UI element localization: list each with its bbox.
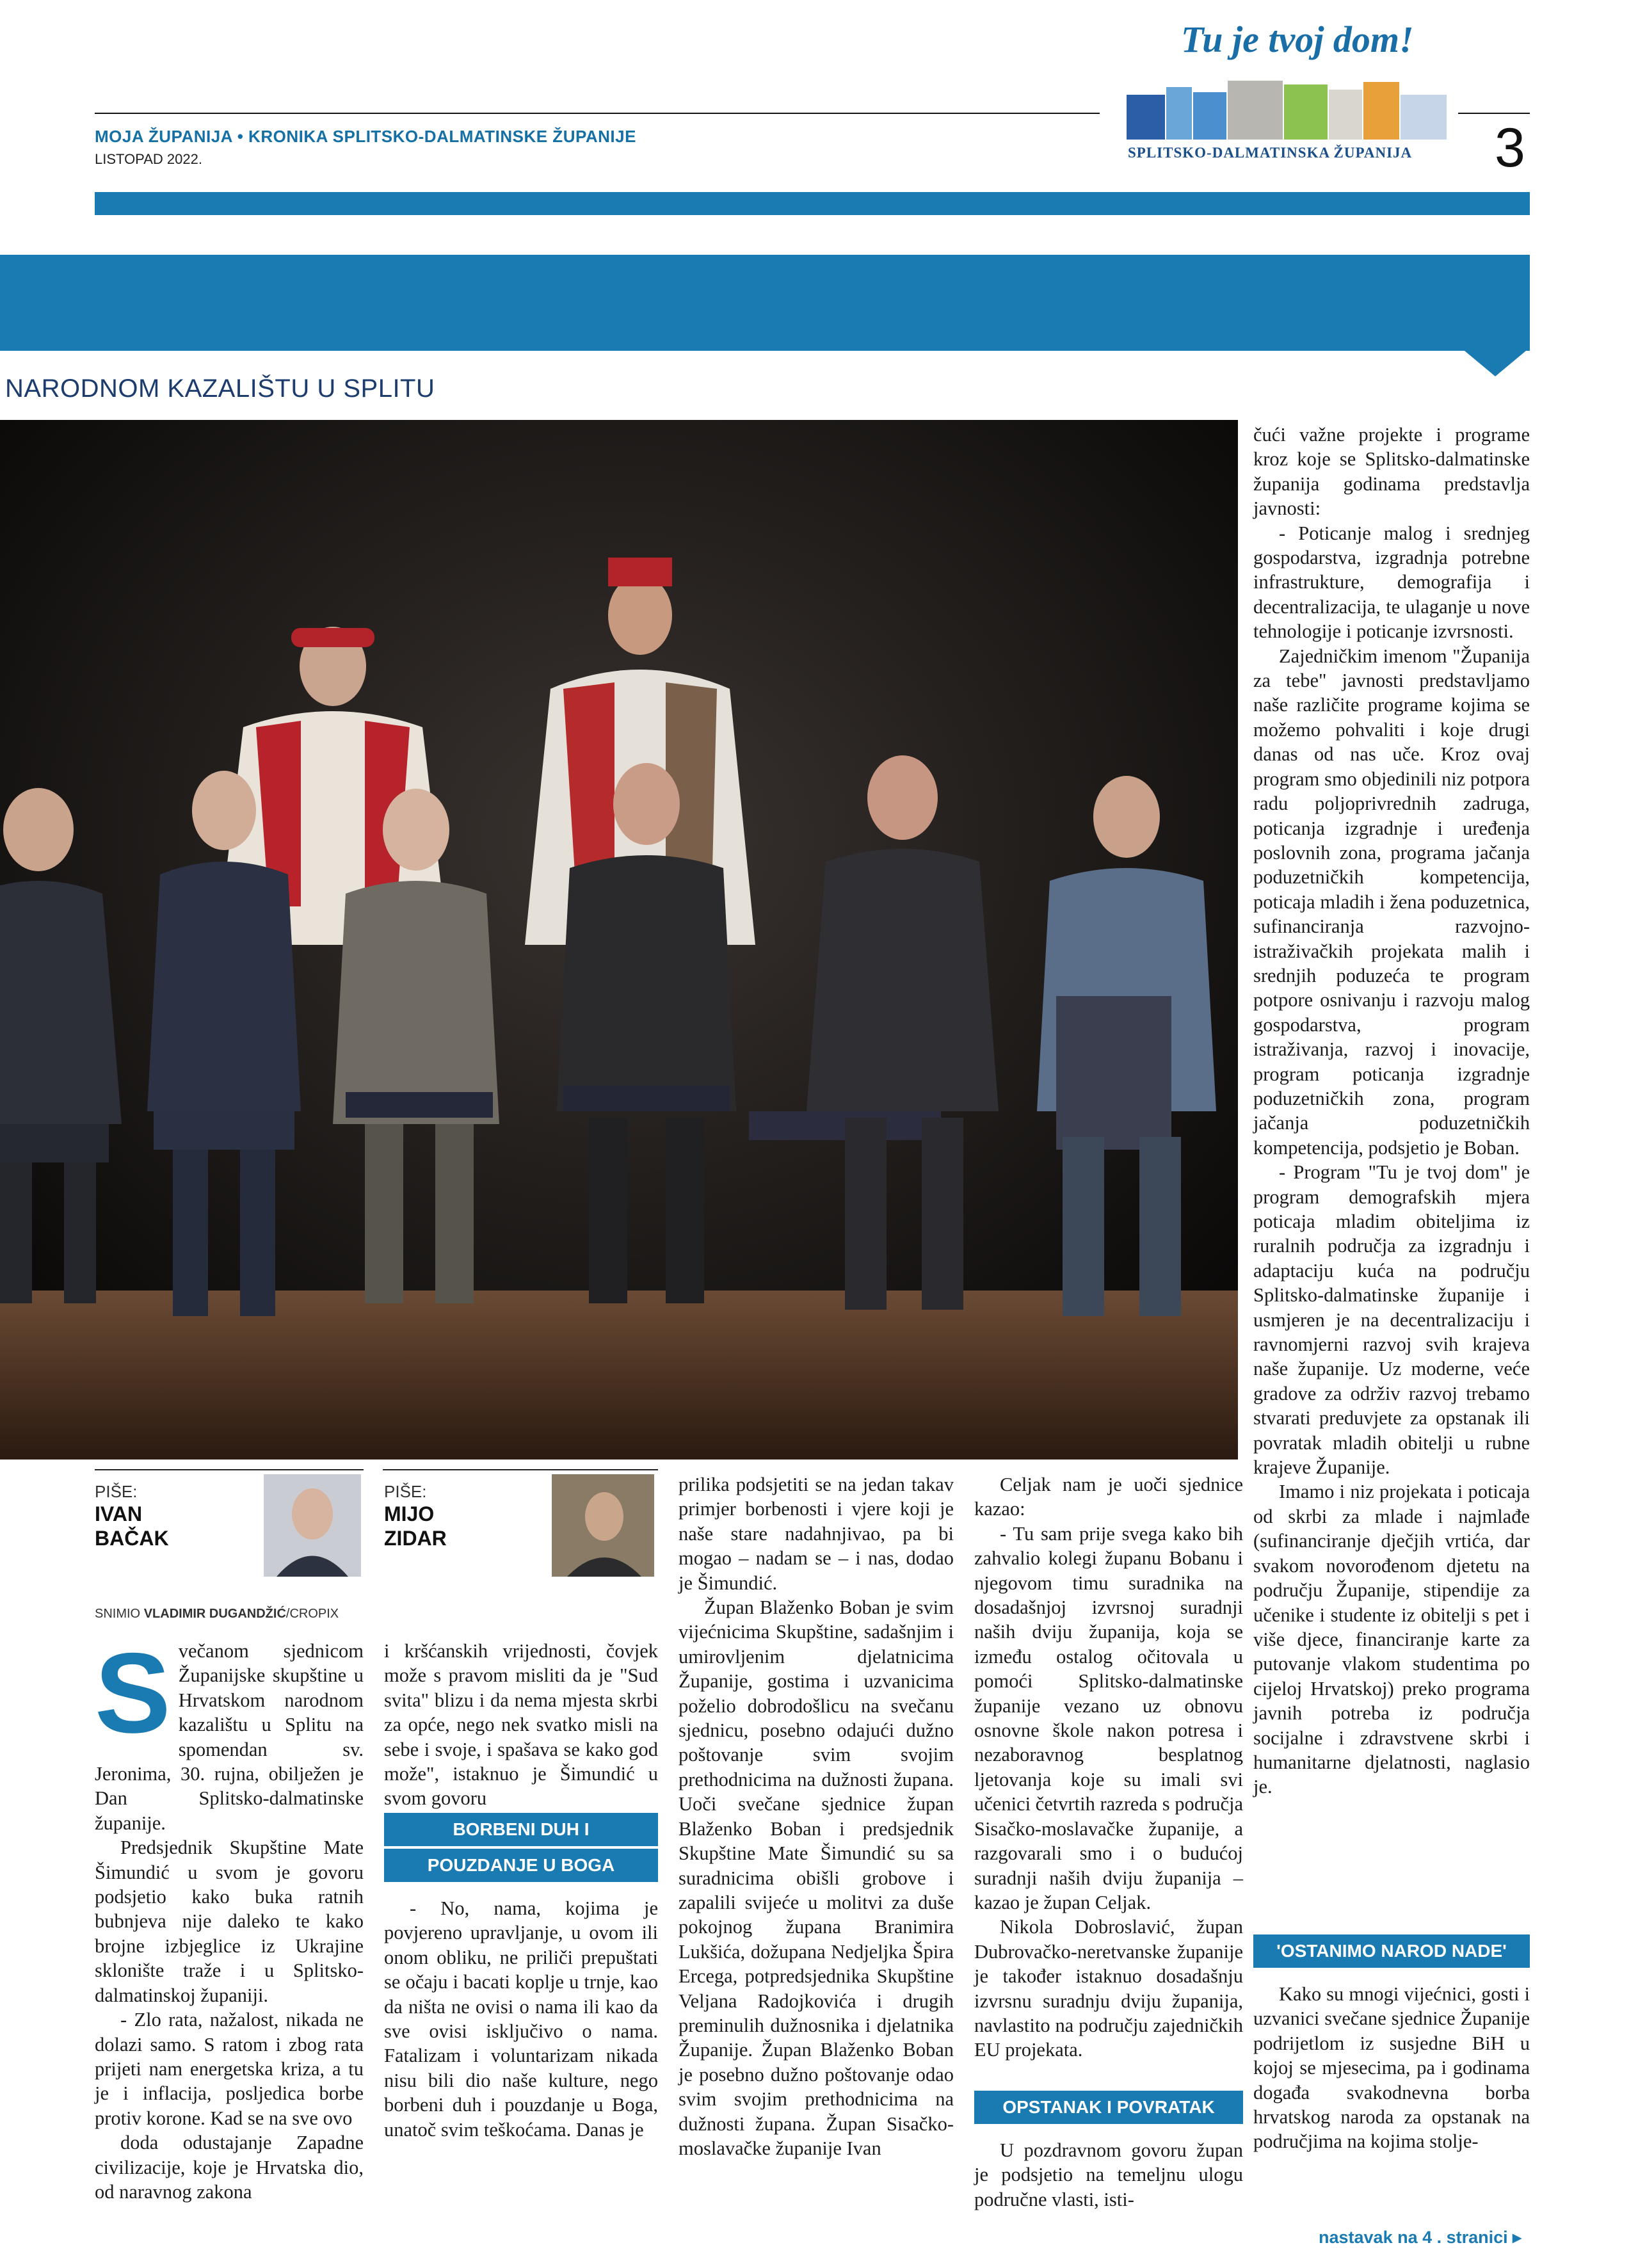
paragraph: - Poticanje malog i srednjeg gospodarstva, izgradnja potrebne infrastrukture, demografija i decentralizacija, te ulaganje u nove tehnologije i poticanje izvrsnosti. [1253, 522, 1530, 643]
author-last-name: ZIDAR [384, 1527, 447, 1550]
section-title: NARODNOM KAZALIŠTU U SPLITU [5, 374, 435, 403]
article-column-5b [1253, 1982, 1530, 2154]
article-column-4b [974, 2138, 1243, 2212]
header-rule [95, 113, 1100, 114]
article-column-5 [1253, 422, 1530, 1799]
continue-label: nastavak na 4 . stranici [1319, 2228, 1508, 2247]
photo-credit [95, 1607, 339, 1621]
logo-county-name: SPLITSKO-DALMATINSKA ŽUPANIJA [1128, 145, 1413, 161]
paragraph: prilika podsjetiti se na jedan takav primjer borbenosti i vjere koji je naše stare nadahnjivao, pa bi mogao – nadam se – i nas, dodao je Šimundić. [678, 1474, 954, 1594]
byline-label: PIŠE: [95, 1482, 138, 1501]
author-last-name: BAČAK [95, 1527, 169, 1550]
paragraph: Predsjednik Skupštine Mate Šimundić u svom je govoru podsjetio kako buka ratnih bubnjeva nije daleko te kako brojne izbjeglice iz Ukrajine sklonište traže i u Splitsko-dalmatinskoj županiji. [95, 1837, 364, 2006]
paragraph: - Tu sam prije svega kako bih zahvalio kolegi županu Bobanu i njegovom timu suradnika na dosadašnjoj izvrsnoj suradnji naših dviju županija, koja se između ostalog očitovala u pomoći Splitsko-dalmatinske županije vezano uz obnovu osnovne škole nakon potresa i nezaboravnog besplatnog ljetovanja koje su imali svi učenici četvrtih razreda s područja Sisačko-moslavačke županije, a razgovarali smo i o budućoj suradnji naših dviju županija – kazao je župan Celjak. [974, 1522, 1244, 1913]
author-photo-ivan [264, 1474, 361, 1577]
subheading-borbeni-duh: BORBENI DUH I [384, 1813, 658, 1846]
subheading-ostanimo: 'OSTANIMO NAROD NADE' [1253, 1934, 1530, 1968]
byline-rule-2 [383, 1469, 658, 1470]
paragraph: - Program "Tu je tvoj dom" je program demografskih mjera poticaja mladim obiteljima iz ruralnih područja za izgradnju i adaptaciju kuća na području Splitsko-dalmatinske županije i usmjeren je na decentralizaciju i ravnomjerni razvoj svih krajeva naše županije. Uz moderne, veće gradove za održiv razvoj trebamo stvarati preduvjete za opstanak ili povratak mladih obitelji u rubne krajeve Županije. [1253, 1161, 1530, 1479]
paragraph: Zajedničkim imenom "Županija za tebe" javnosti predstavljamo naše različite programe kojima se možemo pohvaliti i koje drugi danas od nas uče. Kroz ovaj program smo objedinili niz potpora radu poljoprivrednih zadruga, poticanja izgradnje i uređenja poslovnih zona, programa jačanja poduzetničkih kompetencija, poticaja mladih i žena poduzetnica, sufinanciranja razvojno-istraživačkih projekata malih i srednjih poduzeća te program potpore osnivanju i razvoju malog gospodarstva, program istraživanja, razvoj i inovacije, program poticanja izgradnje poduzetničkih zona, program jačanja poduzetničkih kompetencija, podsjetio je Boban. [1253, 645, 1530, 1159]
logo-slogan: Tu je tvoj dom! [1181, 19, 1414, 60]
header-rule-right [1458, 113, 1530, 114]
credit-label: SNIMIO [95, 1607, 141, 1621]
paragraph: Imamo i niz projekata i poticaja od skrbi za mlade i najmlađe (sufinanciranje dječjih vrtića, dar svakom novorođenom djetetu na području Županije, stipendije za učenike i studente iz obitelji s pet i više djece, financiranje karte za putovanje vlakom studentima po cijeloj Hrvatskoj) preko programa javnih potreba iz područja socijalne i zdravstvene skrbi i humanitarne djelatnosti, naglasio je. [1253, 1481, 1530, 1798]
byline-label: PIŠE: [384, 1482, 427, 1501]
paragraph: Kako su mnogi vijećnici, gosti i uzvanici svečane sjednice Županije podrijetlom iz susjedne BiH u kojoj se mjesecima, pa i godinama događa svakodnevna borba hrvatskog naroda za opstanak na područjima na kojima stolje- [1253, 1983, 1530, 2153]
article-column-4 [974, 1472, 1243, 2063]
ceremony-photo [0, 420, 1238, 1460]
paragraph: - No, nama, kojima je povjereno upravljanje, u ovom ili onom obliku, ne priliči prepuštati se očaju i bacati koplje u trnje, kao da ništa ne ovisi o nama ili kao da sve ovisi isključivo o nama. Fatalizam i voluntarizam nikada nisu bili dio naše kulture, nego borbeni duh i pouzdanje u Boga, unatoč svim teškoćama. Danas je [384, 1897, 658, 2141]
byline-ivan [95, 1482, 169, 1550]
paragraph: i kršćanskih vrijednosti, čovjek može s pravom misliti da je "Sud svita" blizu i da nema mjesta skrbi za opće, nego nek svatko misli na sebe i svoje, i spašava se kako god može", istaknuo je Šimundić u svom govoru [384, 1640, 658, 1810]
publication-kicker: MOJA ŽUPANIJA • KRONIKA SPLITSKO-DALMATINSKE ŽUPANIJE [95, 127, 636, 146]
county-logo-graphic [1127, 76, 1447, 140]
paragraph: Župan Blaženko Boban je svim vijećnicima Skupštine, sadašnjim i umirovljenim djelatnicima Županije, gostima i uzvanicima poželio dobrodošlicu na svečanu sjednicu, posebno odajući dužno poštovanje svim svojim prethodnicima na dužnosti župana. Uoči svečane sjednice župan Blaženko Boban i predsjednik Skupštine Mate Šimundić su sa suradnicima obišli grobove i zapalili svijeće u molitvi za duše pokojnog župana Branimira Lukšića, dožupana Nedjeljka Špira Ercega, potpredsjednika Skupštine Veljana Radojkovića i drugih preminulih dužnosnika i djelatnika Županije. Župan Blaženko Boban je posebno dužno poštovanje odao svim svojim prethodnicima na dužnosti župana. Župan Sisačko-moslavačke županije Ivan [678, 1596, 954, 2159]
lead-text: večanom sjednicom Županijske skupštine u Hrvatskom narodnom kazalištu u Splitu na spomendan sv. Jeronima, 30. rujna, obilježen je Dan Splitsko-dalmatinske županije. [95, 1640, 364, 1834]
credit-agency: /CROPIX [285, 1607, 339, 1621]
article-column-2b [384, 1896, 658, 2142]
continued-on-page[interactable] [1319, 2228, 1522, 2248]
paragraph: U pozdravnom govoru župan je podsjetio na temeljnu ulogu područne vlasti, isti- [974, 2139, 1243, 2210]
subheading-pouzdanje: POUZDANJE U BOGA [384, 1849, 658, 1882]
issue-date: LISTOPAD 2022. [95, 151, 202, 167]
section-band-pointer [1465, 351, 1526, 376]
header-band [95, 192, 1530, 215]
byline-mijo [384, 1482, 447, 1550]
paragraph: čući važne projekte i programe kroz koje se Splitsko-dalmatinske županija godinama predstavlja javnosti: [1253, 424, 1530, 520]
paragraph: doda odustajanje Zapadne civilizacije, koje je Hrvatska dio, od naravnog zakona [95, 2132, 364, 2203]
paragraph: Celjak nam je uoči sjednice kazao: [974, 1474, 1243, 1520]
author-photo-mijo [552, 1474, 654, 1577]
article-column-2 [384, 1639, 658, 1811]
photographer-name: VLADIMIR DUGANDŽIĆ [143, 1607, 286, 1621]
article-column-1 [95, 1629, 364, 2204]
page-number: 3 [1495, 117, 1525, 179]
ceremony-photo-illustration [0, 420, 1238, 1460]
paragraph: - Zlo rata, nažalost, nikada ne dolazi samo. S ratom i zbog rata prijeti nam energetska kriza, a tu je i inflacija, posljedica borbe protiv korone. Kad se na sve ovo [95, 2009, 364, 2129]
author-first-name: IVAN [95, 1502, 143, 1525]
paragraph: Nikola Dobroslavić, župan Dubrovačko-neretvanske županije je također istaknuo dosadašnju izvrsnu suradnju dviju županija, navlastito na području zajedničkih EU projekata. [974, 1916, 1243, 2061]
byline-rule-1 [95, 1469, 364, 1470]
lead-paragraph [95, 1629, 364, 1835]
subheading-opstanak: OPSTANAK I POVRATAK [974, 2091, 1243, 2124]
article-column-3 [678, 1472, 954, 2160]
drop-cap: S [95, 1629, 171, 1757]
section-band [0, 255, 1530, 351]
arrow-right-icon: ▸ [1513, 2228, 1522, 2247]
author-first-name: MIJO [384, 1502, 435, 1525]
